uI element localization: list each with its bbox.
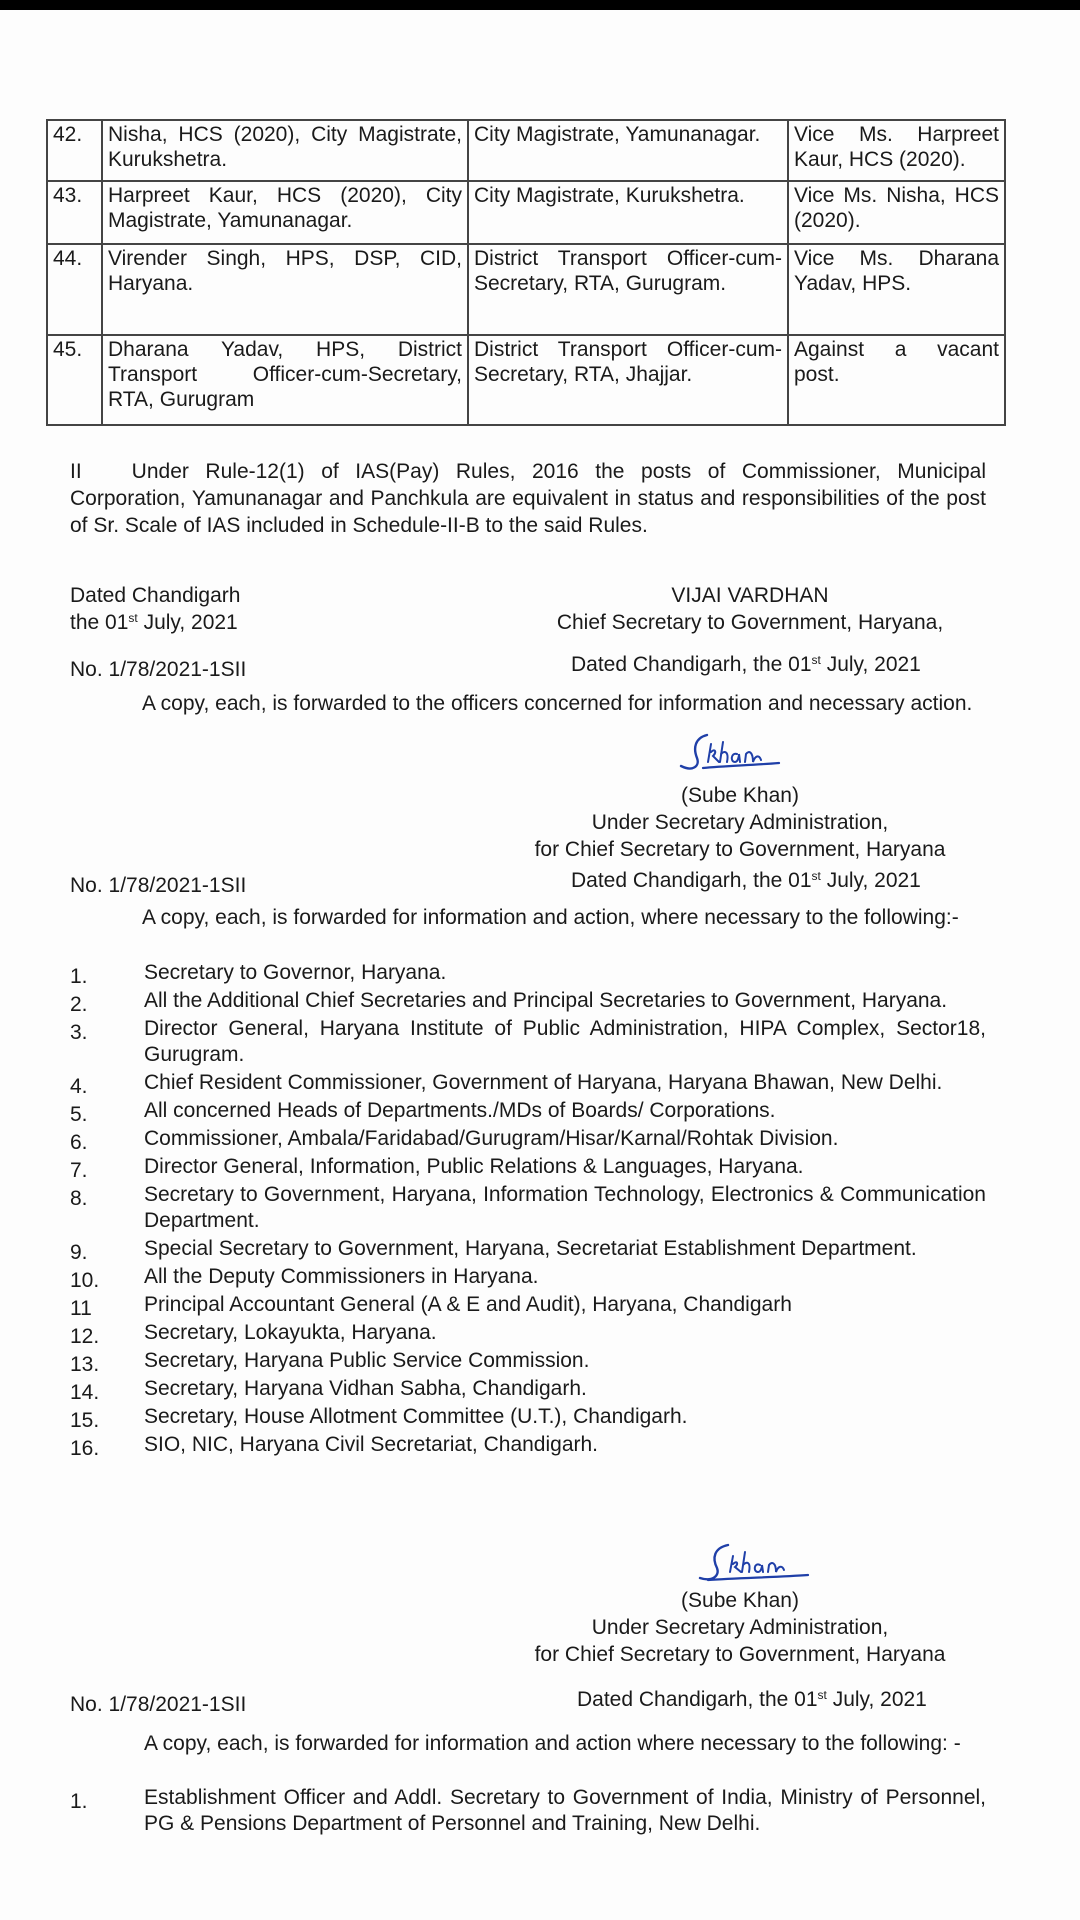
list-item-number: 10. — [70, 1269, 100, 1292]
list-item-number: 11 — [70, 1297, 92, 1320]
endorsement-2-date: Dated Chandigarh, the 01st July, 2021 — [571, 869, 921, 892]
list-item-text: SIO, NIC, Haryana Civil Secretariat, Chandigarh. — [144, 1433, 599, 1456]
list-item — [70, 1182, 986, 1234]
signatory-for-line: for Chief Secretary to Government, Haryana — [534, 838, 946, 861]
list-item-text: Special Secretary to Government, Haryana, Secretariat Establishment Department. — [144, 1237, 917, 1260]
endorsement-3-number: No. 1/78/2021-1SII — [70, 1693, 247, 1716]
list-item-text: Secretary to Governor, Haryana. — [144, 961, 447, 984]
posting-cell: City Magistrate, Kurukshetra. — [468, 181, 788, 244]
list-item — [70, 1376, 986, 1402]
rule-note-text: Under Rule-12(1) of IAS(Pay) Rules, 2016 the posts of Commissioner, Municipal Corporation, Yamunanagar and Panchkula are equivalent in status and responsibilities of the post of Sr. Scale of IAS included in Schedule-II-B to the said Rules. — [70, 460, 986, 537]
scan-top-edge — [0, 0, 1080, 10]
endorsement-3-body: A copy, each, is forwarded for information and action where necessary to the following: - — [144, 1732, 961, 1755]
list-item-text: Principal Accountant General (A & E and Audit), Haryana, Chandigarh — [144, 1293, 792, 1316]
table-row — [47, 120, 1005, 181]
list-item-text: Establishment Officer and Addl. Secretary to Government of India, Ministry of Personnel, PG & Pensions Department of Personnel and Training, New Delhi. — [144, 1786, 986, 1835]
officer-cell: Harpreet Kaur, HCS (2020), City Magistrate, Yamunanagar. — [102, 181, 468, 244]
table-row — [47, 244, 1005, 335]
list-item-number: 3. — [70, 1021, 88, 1044]
endorsement-1-date: Dated Chandigarh, the 01st July, 2021 — [571, 653, 921, 676]
row-number: 45. — [47, 335, 102, 425]
list-item-number: 1. — [70, 965, 88, 988]
dated-line-2: the 01st July, 2021 — [70, 611, 238, 634]
table-row — [47, 181, 1005, 244]
list-item — [70, 960, 986, 986]
officer-cell: Nisha, HCS (2020), City Magistrate, Kurukshetra. — [102, 120, 468, 181]
list-item — [70, 1292, 986, 1318]
list-item — [70, 1126, 986, 1152]
signature-2 — [690, 1540, 820, 1590]
officer-cell: Virender Singh, HPS, DSP, CID, Haryana. — [102, 244, 468, 335]
signatory-for-line: for Chief Secretary to Government, Haryana — [534, 1643, 946, 1666]
dated-block — [70, 582, 240, 636]
table-row — [47, 335, 1005, 425]
list-item — [70, 1320, 986, 1346]
endorsement-1-body: A copy, each, is forwarded to the officers concerned for information and necessary action. — [142, 692, 973, 715]
posting-cell: City Magistrate, Yamunanagar. — [468, 120, 788, 181]
rule-note-marker: II — [70, 460, 82, 483]
list-item-text: Secretary to Government, Haryana, Information Technology, Electronics & Communication Department. — [144, 1183, 986, 1232]
signatory-title: Under Secretary Administration, — [591, 811, 889, 834]
list-item-text: Secretary, House Allotment Committee (U.T.), Chandigarh. — [144, 1405, 688, 1428]
list-item-text: Director General, Haryana Institute of Public Administration, HIPA Complex, Sector18, Gurugram. — [144, 1017, 986, 1066]
list-item — [70, 1404, 986, 1430]
list-item — [70, 1236, 986, 1262]
list-item — [70, 1154, 986, 1180]
list-item — [70, 1348, 986, 1374]
distribution-list-2 — [70, 960, 986, 1460]
signatory-name: (Sube Khan) — [681, 784, 799, 807]
remarks-cell: Vice Ms. Nisha, HCS (2020). — [788, 181, 1005, 244]
list-item-number: 16. — [70, 1437, 100, 1460]
list-item-number: 7. — [70, 1159, 88, 1182]
list-item-text: All concerned Heads of Departments./MDs of Boards/ Corporations. — [144, 1099, 776, 1122]
list-item-number: 12. — [70, 1325, 100, 1348]
remarks-cell: Against a vacant post. — [788, 335, 1005, 425]
list-item-number: 14. — [70, 1381, 100, 1404]
list-item — [70, 1098, 986, 1124]
list-item-number: 9. — [70, 1241, 88, 1264]
endorsement-2-body: A copy, each, is forwarded for information and action, where necessary to the following:- — [142, 906, 959, 929]
remarks-cell: Vice Ms. Harpreet Kaur, HCS (2020). — [788, 120, 1005, 181]
signatory-name: (Sube Khan) — [681, 1589, 799, 1612]
posting-table — [46, 119, 1006, 426]
list-item-text: Director General, Information, Public Relations & Languages, Haryana. — [144, 1155, 804, 1178]
list-item-number: 8. — [70, 1187, 88, 1210]
list-item-number: 15. — [70, 1409, 100, 1432]
signatory-block-1 — [500, 782, 980, 863]
list-item-number: 2. — [70, 993, 88, 1016]
list-item-text: All the Additional Chief Secretaries and Principal Secretaries to Government, Haryana. — [144, 989, 948, 1012]
row-number: 42. — [47, 120, 102, 181]
list-item — [70, 1785, 986, 1837]
dated-line-1: Dated Chandigarh — [70, 584, 241, 607]
signatory-block-2 — [500, 1587, 980, 1668]
list-item — [70, 1432, 986, 1458]
row-number: 44. — [47, 244, 102, 335]
officer-cell: Dharana Yadav, HPS, District Transport Officer-cum-Secretary, RTA, Gurugram — [102, 335, 468, 425]
list-item — [70, 1264, 986, 1290]
list-item-number: 1. — [70, 1790, 88, 1813]
row-number: 43. — [47, 181, 102, 244]
list-item — [70, 1016, 986, 1068]
list-item-number: 13. — [70, 1353, 100, 1376]
remarks-cell: Vice Ms. Dharana Yadav, HPS. — [788, 244, 1005, 335]
list-item-text: Secretary, Lokayukta, Haryana. — [144, 1321, 437, 1344]
list-item-text: Chief Resident Commissioner, Government of Haryana, Haryana Bhawan, New Delhi. — [144, 1071, 943, 1094]
signature-1 — [675, 730, 795, 780]
rule-note — [70, 458, 986, 539]
signatory-title: Under Secretary Administration, — [591, 1616, 889, 1639]
posting-cell: District Transport Officer-cum-Secretary, RTA, Gurugram. — [468, 244, 788, 335]
chief-secretary-title: Chief Secretary to Government, Haryana, — [556, 611, 944, 634]
endorsement-3-date: Dated Chandigarh, the 01st July, 2021 — [577, 1688, 927, 1711]
distribution-list-3 — [70, 1785, 986, 1839]
list-item-text: Commissioner, Ambala/Faridabad/Gurugram/Hisar/Karnal/Rohtak Division. — [144, 1127, 839, 1150]
list-item-number: 6. — [70, 1131, 88, 1154]
list-item-text: All the Deputy Commissioners in Haryana. — [144, 1265, 539, 1288]
chief-secretary-name: VIJAI VARDHAN — [671, 584, 829, 607]
list-item-text: Secretary, Haryana Vidhan Sabha, Chandigarh. — [144, 1377, 587, 1400]
list-item-number: 5. — [70, 1103, 88, 1126]
chief-secretary-block — [500, 582, 1000, 636]
posting-cell: District Transport Officer-cum-Secretary, RTA, Jhajjar. — [468, 335, 788, 425]
list-item — [70, 1070, 986, 1096]
list-item-text: Secretary, Haryana Public Service Commission. — [144, 1349, 590, 1372]
list-item — [70, 988, 986, 1014]
list-item-number: 4. — [70, 1075, 88, 1098]
endorsement-2-number: No. 1/78/2021-1SII — [70, 874, 247, 897]
endorsement-1-number: No. 1/78/2021-1SII — [70, 658, 247, 681]
